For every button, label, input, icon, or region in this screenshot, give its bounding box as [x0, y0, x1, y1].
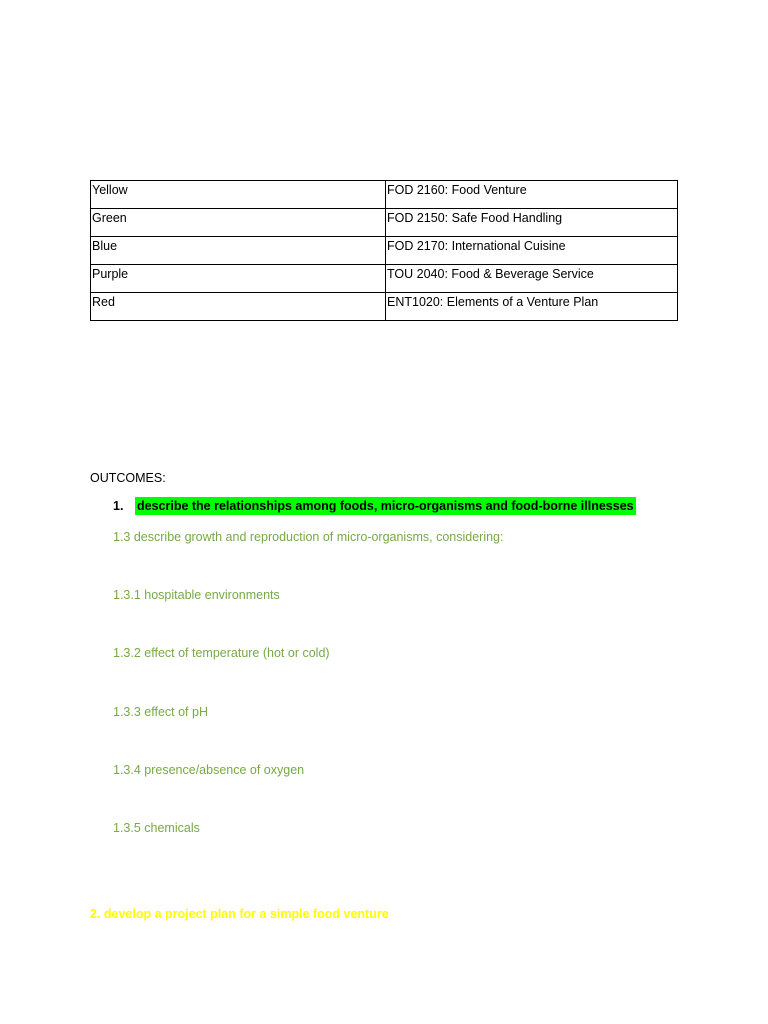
sub-outcome-1-3-5: 1.3.5 chemicals	[113, 821, 200, 835]
outcomes-heading: OUTCOMES:	[90, 471, 166, 485]
sub-outcome-1-3: 1.3 describe growth and reproduction of micro-organisms, considering:	[113, 530, 504, 544]
sub-outcome-1-3-2: 1.3.2 effect of temperature (hot or cold)	[113, 646, 330, 660]
outcome-highlighted-text: describe the relationships among foods, micro-organisms and food-borne illnesses	[137, 499, 634, 513]
color-key-table	[90, 180, 678, 321]
table-cell-course: FOD 2150: Safe Food Handling	[386, 209, 678, 237]
outcome-item-2: 2. develop a project plan for a simple food venture	[90, 907, 389, 921]
table-row	[91, 293, 678, 321]
table-cell-course: TOU 2040: Food & Beverage Service	[386, 265, 678, 293]
outcome-number: 1.	[113, 499, 124, 513]
sub-outcome-1-3-4: 1.3.4 presence/absence of oxygen	[113, 763, 305, 777]
table-cell-course: FOD 2160: Food Venture	[386, 181, 678, 209]
table-cell-course: FOD 2170: International Cuisine	[386, 237, 678, 265]
sub-outcome-1-3-3: 1.3.3 effect of pH	[113, 705, 208, 719]
table-row	[91, 265, 678, 293]
outcome-item-1	[113, 499, 636, 513]
table-row	[91, 237, 678, 265]
sub-outcome-1-3-1: 1.3.1 hospitable environments	[113, 588, 280, 602]
table-cell-course: ENT1020: Elements of a Venture Plan	[386, 293, 678, 321]
table-cell-color: Red	[91, 293, 386, 321]
table-cell-color: Blue	[91, 237, 386, 265]
table-row	[91, 209, 678, 237]
table-cell-color: Yellow	[91, 181, 386, 209]
table-row	[91, 181, 678, 209]
table-cell-color: Green	[91, 209, 386, 237]
table-cell-color: Purple	[91, 265, 386, 293]
